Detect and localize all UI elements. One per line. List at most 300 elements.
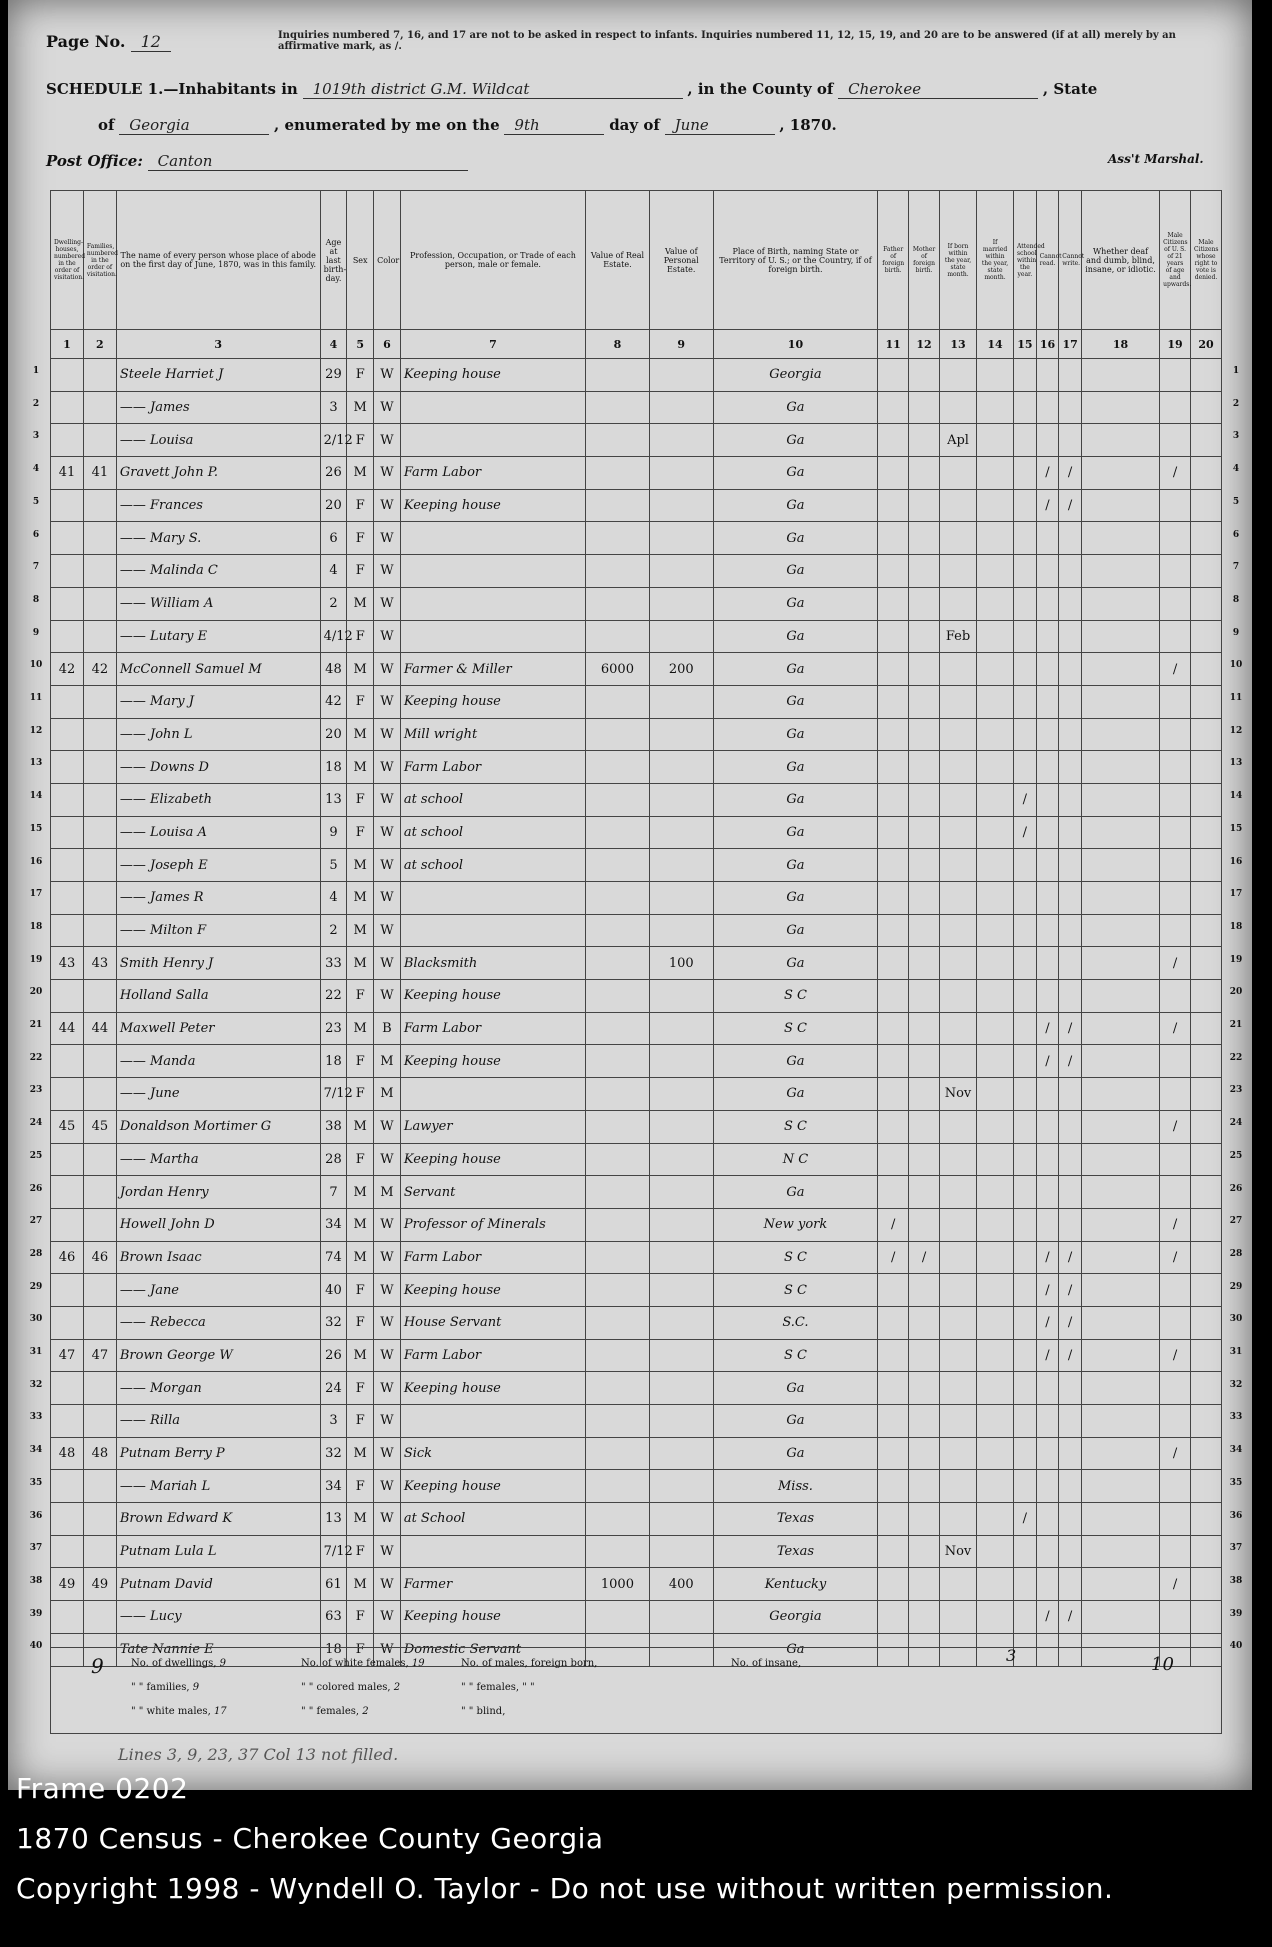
cell-pe: [649, 1110, 713, 1143]
line-number: 23: [1229, 1085, 1243, 1096]
cell-pe: [649, 1470, 713, 1503]
line-number: 31: [1229, 1347, 1243, 1357]
cell-c17: [1059, 685, 1082, 718]
cell-c13: [939, 947, 976, 980]
cell-c18: [1081, 1470, 1159, 1503]
cell-c19: [1160, 1045, 1191, 1078]
cell-d: [51, 1143, 84, 1176]
table-row: [51, 849, 1222, 882]
cell-c17: /: [1059, 1274, 1082, 1307]
cell-re: [586, 1372, 650, 1405]
cell-c13: [939, 1372, 976, 1405]
cell-pe: [649, 1437, 713, 1470]
cell-sex: M: [347, 1568, 374, 1601]
district-field: 1019th district G.M. Wildcat: [303, 80, 683, 99]
cell-c20: [1190, 980, 1221, 1013]
line-number: 26: [29, 1183, 43, 1194]
cell-re: [586, 816, 650, 849]
cell-sex: M: [347, 391, 374, 424]
cell-color: W: [374, 1568, 401, 1601]
cell-sex: F: [347, 1045, 374, 1078]
cell-c11: /: [878, 1241, 909, 1274]
cell-c13: [939, 653, 976, 686]
cell-age: 28: [320, 1143, 347, 1176]
cell-d: [51, 1372, 84, 1405]
cell-d: [51, 751, 84, 784]
table-row: [51, 1339, 1222, 1372]
cell-color: W: [374, 391, 401, 424]
cell-birth: Ga: [713, 457, 878, 490]
cell-c14: [977, 391, 1014, 424]
occupation: Keeping house: [400, 1372, 585, 1405]
cell-c12: [909, 947, 940, 980]
person-name: Brown Edward K: [116, 1503, 320, 1536]
line-number: 34: [1229, 1445, 1243, 1456]
cell-c17: [1059, 1110, 1082, 1143]
table-row: [51, 718, 1222, 751]
table-row: [51, 653, 1222, 686]
cell-c13: [939, 1012, 976, 1045]
cell-c13: Apl: [939, 424, 976, 457]
cell-c15: [1014, 522, 1037, 555]
cell-c11: [878, 1372, 909, 1405]
column-number-16: 16: [1036, 330, 1059, 359]
cell-c18: [1081, 882, 1159, 915]
line-number: 9: [1232, 627, 1240, 638]
cell-c18: [1081, 391, 1159, 424]
person-name: —— Mariah L: [116, 1470, 320, 1503]
cell-c16: [1036, 424, 1059, 457]
cell-c18: [1081, 1078, 1159, 1111]
cell-birth: S C: [713, 1110, 878, 1143]
cell-c20: [1190, 1372, 1221, 1405]
cell-color: W: [374, 1437, 401, 1470]
cell-c12: [909, 1176, 940, 1209]
line-number: 28: [29, 1248, 43, 1259]
occupation: [400, 1535, 585, 1568]
cell-c18: [1081, 1535, 1159, 1568]
marshal-label: Ass't Marshal.: [1108, 152, 1204, 166]
cell-age: 9: [320, 816, 347, 849]
table-row: [51, 1274, 1222, 1307]
cell-pe: [649, 1143, 713, 1176]
occupation: [400, 914, 585, 947]
person-name: Smith Henry J: [116, 947, 320, 980]
occupation: Farm Labor: [400, 751, 585, 784]
cell-re: [586, 1078, 650, 1111]
cell-pe: [649, 816, 713, 849]
cell-c17: [1059, 980, 1082, 1013]
cell-c14: [977, 1110, 1014, 1143]
cell-c20: [1190, 1274, 1221, 1307]
line-number: 40: [1229, 1641, 1243, 1652]
line-number: 38: [1229, 1575, 1243, 1586]
column-header-11: Father of foreign birth.: [878, 191, 909, 330]
cell-c11: [878, 587, 909, 620]
line-number: 24: [1229, 1118, 1243, 1129]
cell-c19: [1160, 1176, 1191, 1209]
cell-birth: Ga: [713, 849, 878, 882]
cell-color: W: [374, 685, 401, 718]
cell-c17: [1059, 882, 1082, 915]
cell-re: [586, 980, 650, 1013]
cell-c11: [878, 947, 909, 980]
cell-c17: [1059, 587, 1082, 620]
cell-c19: [1160, 1405, 1191, 1438]
line-number: 20: [1229, 987, 1243, 998]
occupation: Lawyer: [400, 1110, 585, 1143]
cell-c16: [1036, 587, 1059, 620]
cell-sex: M: [347, 1437, 374, 1470]
cell-c12: [909, 1306, 940, 1339]
cell-f: [83, 751, 116, 784]
cell-c19: [1160, 1535, 1191, 1568]
cell-birth: Ga: [713, 882, 878, 915]
cell-c20: [1190, 620, 1221, 653]
cell-color: W: [374, 849, 401, 882]
copyright-caption: Copyright 1998 - Wyndell O. Taylor - Do not use without written permission.: [16, 1872, 1114, 1905]
cell-c15: [1014, 555, 1037, 588]
cell-c14: [977, 587, 1014, 620]
cell-c14: [977, 424, 1014, 457]
cell-re: [586, 1306, 650, 1339]
cell-c19: /: [1160, 1110, 1191, 1143]
line-number: 1: [1232, 366, 1240, 376]
line-number: 27: [1229, 1216, 1243, 1227]
cell-c11: [878, 1110, 909, 1143]
cell-c14: [977, 816, 1014, 849]
cell-c14: [977, 555, 1014, 588]
cell-d: [51, 391, 84, 424]
cell-c13: [939, 555, 976, 588]
cell-sex: F: [347, 359, 374, 392]
cell-c18: [1081, 1601, 1159, 1634]
cell-c16: [1036, 359, 1059, 392]
cell-c15: [1014, 1110, 1037, 1143]
column-header-13: If born within the year, state month.: [939, 191, 976, 330]
cell-birth: Ga: [713, 1405, 878, 1438]
line-number: 33: [1229, 1412, 1243, 1423]
cell-c17: [1059, 816, 1082, 849]
cell-d: 42: [51, 653, 84, 686]
cell-pe: [649, 424, 713, 457]
cell-d: [51, 489, 84, 522]
cell-c13: [939, 914, 976, 947]
cell-d: [51, 1045, 84, 1078]
line-number: 13: [29, 758, 43, 769]
cell-c17: [1059, 1078, 1082, 1111]
cell-birth: S.C.: [713, 1306, 878, 1339]
cell-c12: [909, 457, 940, 490]
line-number: 11: [29, 693, 43, 703]
cell-c20: [1190, 882, 1221, 915]
cell-c11: [878, 980, 909, 1013]
cell-c12: [909, 424, 940, 457]
line-number: 32: [29, 1379, 43, 1390]
cell-c11: [878, 1143, 909, 1176]
line-number: 13: [1229, 758, 1243, 769]
cell-f: [83, 1078, 116, 1111]
cell-c16: [1036, 1208, 1059, 1241]
line-number: 25: [1229, 1150, 1243, 1161]
cell-c13: [939, 1601, 976, 1634]
cell-d: [51, 359, 84, 392]
cell-c11: [878, 620, 909, 653]
occupation: Farm Labor: [400, 1012, 585, 1045]
table-row: [51, 685, 1222, 718]
cell-c12: [909, 1405, 940, 1438]
line-number: 9: [32, 627, 40, 638]
cell-sex: F: [347, 1405, 374, 1438]
cell-birth: S C: [713, 1241, 878, 1274]
cell-c17: [1059, 718, 1082, 751]
cell-birth: Ga: [713, 620, 878, 653]
cell-c19: [1160, 359, 1191, 392]
cell-c19: [1160, 620, 1191, 653]
cell-c17: [1059, 1372, 1082, 1405]
cell-c18: [1081, 980, 1159, 1013]
cell-birth: Ga: [713, 947, 878, 980]
cell-d: [51, 783, 84, 816]
cell-c17: [1059, 1208, 1082, 1241]
table-row: [51, 1045, 1222, 1078]
cell-c17: /: [1059, 1339, 1082, 1372]
cell-birth: Ga: [713, 587, 878, 620]
line-number: 14: [1229, 791, 1243, 802]
cell-c17: [1059, 653, 1082, 686]
cell-age: 20: [320, 489, 347, 522]
cell-color: W: [374, 947, 401, 980]
cell-c20: [1190, 947, 1221, 980]
cell-c19: [1160, 1274, 1191, 1307]
occupation: [400, 555, 585, 588]
cell-c18: [1081, 587, 1159, 620]
cell-f: [83, 849, 116, 882]
cell-c14: [977, 1503, 1014, 1536]
cell-re: [586, 718, 650, 751]
cell-re: [586, 1208, 650, 1241]
cell-re: [586, 1503, 650, 1536]
table-row: [51, 391, 1222, 424]
person-name: —— Martha: [116, 1143, 320, 1176]
cell-c12: [909, 653, 940, 686]
occupation: at school: [400, 816, 585, 849]
cell-c12: [909, 1437, 940, 1470]
cell-pe: [649, 391, 713, 424]
cell-c12: [909, 751, 940, 784]
cell-sex: M: [347, 882, 374, 915]
cell-sex: M: [347, 1110, 374, 1143]
cell-c17: [1059, 783, 1082, 816]
cell-age: 2/12: [320, 424, 347, 457]
cell-c12: [909, 1012, 940, 1045]
cell-birth: Ga: [713, 555, 878, 588]
cell-d: [51, 882, 84, 915]
cell-c16: /: [1036, 1601, 1059, 1634]
cell-birth: Ga: [713, 914, 878, 947]
cell-c14: [977, 1306, 1014, 1339]
column-header-18: Whether deaf and dumb, blind, insane, or idiotic.: [1081, 191, 1159, 330]
table-row: [51, 522, 1222, 555]
cell-c13: [939, 522, 976, 555]
cell-sex: M: [347, 653, 374, 686]
cell-sex: M: [347, 751, 374, 784]
line-number: 19: [29, 954, 43, 965]
line-number: 36: [1229, 1510, 1243, 1521]
cell-c11: [878, 1078, 909, 1111]
cell-c11: [878, 1306, 909, 1339]
table-row: [51, 587, 1222, 620]
cell-age: 32: [320, 1306, 347, 1339]
cell-c11: [878, 391, 909, 424]
cell-c15: /: [1014, 1503, 1037, 1536]
column-header-6: Color: [374, 191, 401, 330]
cell-c15: [1014, 457, 1037, 490]
cell-c19: [1160, 522, 1191, 555]
month-field: June: [665, 116, 775, 135]
table-row: [51, 1078, 1222, 1111]
cell-birth: Ga: [713, 1176, 878, 1209]
cell-c12: [909, 359, 940, 392]
cell-pe: 400: [649, 1568, 713, 1601]
cell-c18: [1081, 1372, 1159, 1405]
cell-c19: [1160, 1143, 1191, 1176]
cell-c20: [1190, 391, 1221, 424]
person-name: —— Morgan: [116, 1372, 320, 1405]
occupation: at school: [400, 783, 585, 816]
cell-c15: [1014, 947, 1037, 980]
occupation: [400, 522, 585, 555]
cell-birth: Texas: [713, 1503, 878, 1536]
cell-c20: [1190, 1568, 1221, 1601]
cell-c20: [1190, 1601, 1221, 1634]
column-header-15: Attended school within the year.: [1014, 191, 1037, 330]
cell-d: 45: [51, 1110, 84, 1143]
cell-color: W: [374, 1274, 401, 1307]
cell-sex: M: [347, 1503, 374, 1536]
line-number: 38: [29, 1575, 43, 1586]
cell-c13: [939, 1241, 976, 1274]
cell-c13: [939, 685, 976, 718]
cell-f: [83, 1405, 116, 1438]
occupation: [400, 882, 585, 915]
cell-pe: [649, 1176, 713, 1209]
cell-age: 13: [320, 783, 347, 816]
cell-c15: [1014, 718, 1037, 751]
cell-age: 13: [320, 1503, 347, 1536]
cell-d: [51, 685, 84, 718]
table-row: [51, 1535, 1222, 1568]
person-name: Putnam Berry P: [116, 1437, 320, 1470]
cell-re: [586, 522, 650, 555]
cell-age: 23: [320, 1012, 347, 1045]
cell-age: 18: [320, 1633, 347, 1666]
cell-c19: /: [1160, 457, 1191, 490]
cell-c11: [878, 1339, 909, 1372]
cell-f: 43: [83, 947, 116, 980]
cell-c13: [939, 1274, 976, 1307]
cell-c14: [977, 914, 1014, 947]
cell-re: [586, 751, 650, 784]
cell-f: [83, 1372, 116, 1405]
cell-c20: [1190, 751, 1221, 784]
cell-re: [586, 1045, 650, 1078]
cell-re: [586, 1405, 650, 1438]
cell-c18: [1081, 1208, 1159, 1241]
cell-re: [586, 783, 650, 816]
person-name: Steele Harriet J: [116, 359, 320, 392]
cell-sex: F: [347, 1601, 374, 1634]
cell-d: 46: [51, 1241, 84, 1274]
cell-c16: [1036, 555, 1059, 588]
cell-c12: [909, 1470, 940, 1503]
cell-c20: [1190, 1503, 1221, 1536]
cell-c16: /: [1036, 1306, 1059, 1339]
cell-color: W: [374, 980, 401, 1013]
line-number: 4: [32, 464, 40, 475]
cell-c18: [1081, 489, 1159, 522]
cell-c15: /: [1014, 816, 1037, 849]
column-header-8: Value of Real Estate.: [586, 191, 650, 330]
cell-c17: /: [1059, 1601, 1082, 1634]
line-number: 30: [1229, 1314, 1243, 1325]
cell-c17: [1059, 1176, 1082, 1209]
line-number: 14: [29, 791, 43, 802]
cell-birth: S C: [713, 1274, 878, 1307]
cell-c13: [939, 1110, 976, 1143]
column-number-12: 12: [909, 330, 940, 359]
cell-c14: [977, 882, 1014, 915]
cell-pe: [649, 1503, 713, 1536]
cell-c16: [1036, 718, 1059, 751]
cell-c13: [939, 1437, 976, 1470]
cell-f: [83, 391, 116, 424]
cell-c18: [1081, 1568, 1159, 1601]
cell-pe: [649, 849, 713, 882]
cell-c20: [1190, 1306, 1221, 1339]
line-number: 17: [1229, 889, 1243, 900]
cell-c12: [909, 1208, 940, 1241]
cell-c16: [1036, 947, 1059, 980]
cell-c12: [909, 816, 940, 849]
column-number-19: 19: [1160, 330, 1191, 359]
line-number: 5: [32, 496, 40, 507]
state-field: Georgia: [119, 116, 269, 135]
cell-c11: [878, 1274, 909, 1307]
cell-f: [83, 1470, 116, 1503]
cell-sex: M: [347, 1176, 374, 1209]
top-instructions: Inquiries numbered 7, 16, and 17 are not to be asked in respect to infants. Inquiries numbered 11, 12, 15, 19, and 20 are to be answered (if at all) merely by an affirmative mark, as /.: [278, 30, 1176, 52]
person-name: —— Jane: [116, 1274, 320, 1307]
cell-age: 18: [320, 751, 347, 784]
column-header-9: Value of Personal Estate.: [649, 191, 713, 330]
cell-c16: /: [1036, 489, 1059, 522]
cell-c14: [977, 1208, 1014, 1241]
cell-c12: [909, 1045, 940, 1078]
person-name: Jordan Henry: [116, 1176, 320, 1209]
person-name: —— Louisa A: [116, 816, 320, 849]
line-number: 21: [29, 1020, 43, 1030]
cell-re: [586, 424, 650, 457]
cell-c14: [977, 783, 1014, 816]
cell-c16: [1036, 1143, 1059, 1176]
cell-age: 2: [320, 587, 347, 620]
census-table: [50, 190, 1222, 1667]
cell-color: W: [374, 751, 401, 784]
cell-c19: [1160, 424, 1191, 457]
cell-c20: [1190, 849, 1221, 882]
cell-c11: [878, 1503, 909, 1536]
